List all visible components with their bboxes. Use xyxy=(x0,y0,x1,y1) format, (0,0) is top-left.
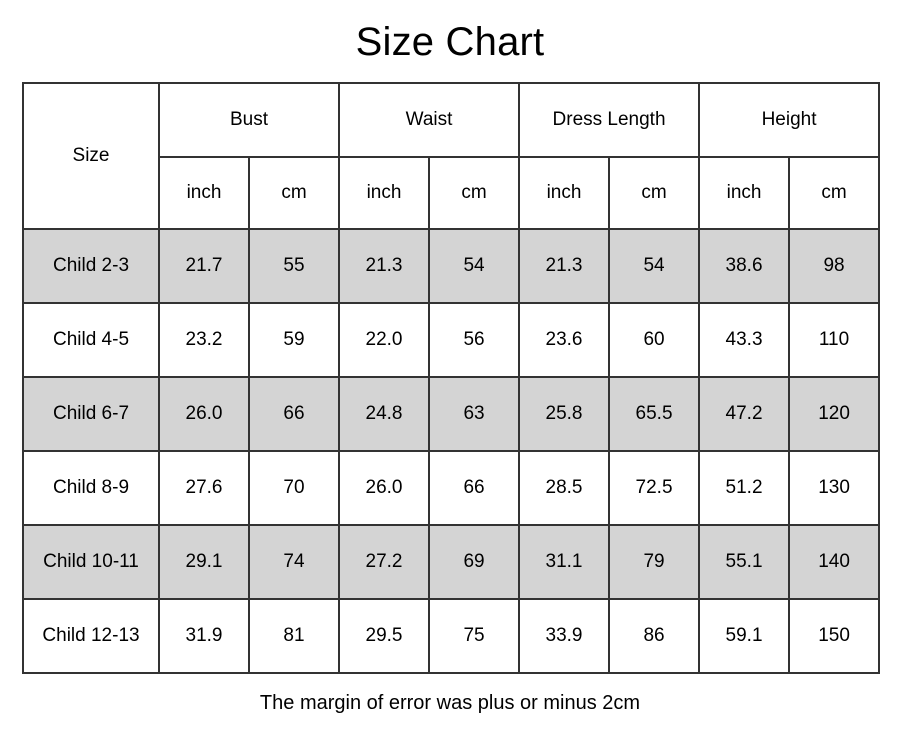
cell-dress-length-inch: 21.3 xyxy=(519,229,609,303)
column-header-height: Height xyxy=(699,83,879,157)
column-header-bust: Bust xyxy=(159,83,339,157)
table-row xyxy=(23,525,879,599)
cell-dress-length-inch: 25.8 xyxy=(519,377,609,451)
cell-height-cm: 98 xyxy=(789,229,879,303)
page-title: Size Chart xyxy=(355,20,545,64)
unit-header-dress-length-inch: inch xyxy=(519,157,609,229)
row-label: Child 2-3 xyxy=(23,229,159,303)
row-label: Child 10-11 xyxy=(23,525,159,599)
cell-waist-cm: 69 xyxy=(429,525,519,599)
table-header-row-groups xyxy=(23,83,879,157)
cell-bust-inch: 23.2 xyxy=(159,303,249,377)
cell-waist-inch: 26.0 xyxy=(339,451,429,525)
cell-height-cm: 150 xyxy=(789,599,879,673)
cell-bust-cm: 55 xyxy=(249,229,339,303)
cell-height-inch: 47.2 xyxy=(699,377,789,451)
table-row xyxy=(23,377,879,451)
cell-waist-inch: 27.2 xyxy=(339,525,429,599)
cell-waist-inch: 29.5 xyxy=(339,599,429,673)
cell-dress-length-cm: 65.5 xyxy=(609,377,699,451)
cell-height-inch: 38.6 xyxy=(699,229,789,303)
unit-header-bust-inch: inch xyxy=(159,157,249,229)
column-header-dress-length: Dress Length xyxy=(519,83,699,157)
row-label: Child 8-9 xyxy=(23,451,159,525)
cell-waist-inch: 22.0 xyxy=(339,303,429,377)
column-header-waist: Waist xyxy=(339,83,519,157)
cell-waist-cm: 54 xyxy=(429,229,519,303)
cell-height-inch: 43.3 xyxy=(699,303,789,377)
row-label: Child 4-5 xyxy=(23,303,159,377)
cell-height-inch: 51.2 xyxy=(699,451,789,525)
cell-bust-cm: 66 xyxy=(249,377,339,451)
unit-header-height-cm: cm xyxy=(789,157,879,229)
table-row xyxy=(23,599,879,673)
cell-bust-cm: 70 xyxy=(249,451,339,525)
cell-dress-length-cm: 60 xyxy=(609,303,699,377)
row-label: Child 12-13 xyxy=(23,599,159,673)
cell-bust-inch: 31.9 xyxy=(159,599,249,673)
cell-waist-cm: 56 xyxy=(429,303,519,377)
cell-dress-length-cm: 86 xyxy=(609,599,699,673)
cell-waist-cm: 75 xyxy=(429,599,519,673)
cell-height-inch: 59.1 xyxy=(699,599,789,673)
cell-dress-length-inch: 28.5 xyxy=(519,451,609,525)
cell-height-cm: 140 xyxy=(789,525,879,599)
table-row xyxy=(23,229,879,303)
cell-waist-cm: 63 xyxy=(429,377,519,451)
cell-bust-inch: 26.0 xyxy=(159,377,249,451)
row-label: Child 6-7 xyxy=(23,377,159,451)
cell-bust-inch: 29.1 xyxy=(159,525,249,599)
table-header xyxy=(23,83,879,229)
unit-header-dress-length-cm: cm xyxy=(609,157,699,229)
cell-waist-cm: 66 xyxy=(429,451,519,525)
footnote: The margin of error was plus or minus 2cm xyxy=(259,692,641,714)
cell-height-cm: 110 xyxy=(789,303,879,377)
cell-bust-inch: 21.7 xyxy=(159,229,249,303)
cell-bust-cm: 59 xyxy=(249,303,339,377)
column-header-size: Size xyxy=(23,83,159,229)
cell-dress-length-cm: 54 xyxy=(609,229,699,303)
cell-height-cm: 120 xyxy=(789,377,879,451)
table-row xyxy=(23,451,879,525)
unit-header-waist-inch: inch xyxy=(339,157,429,229)
unit-header-waist-cm: cm xyxy=(429,157,519,229)
cell-dress-length-cm: 72.5 xyxy=(609,451,699,525)
cell-dress-length-inch: 33.9 xyxy=(519,599,609,673)
size-chart-table xyxy=(22,82,880,674)
cell-bust-cm: 74 xyxy=(249,525,339,599)
cell-dress-length-inch: 23.6 xyxy=(519,303,609,377)
cell-dress-length-inch: 31.1 xyxy=(519,525,609,599)
cell-bust-cm: 81 xyxy=(249,599,339,673)
cell-bust-inch: 27.6 xyxy=(159,451,249,525)
table-body xyxy=(23,229,879,673)
table-row xyxy=(23,303,879,377)
cell-waist-inch: 21.3 xyxy=(339,229,429,303)
size-chart-table-wrapper xyxy=(22,82,878,674)
cell-height-inch: 55.1 xyxy=(699,525,789,599)
unit-header-height-inch: inch xyxy=(699,157,789,229)
cell-dress-length-cm: 79 xyxy=(609,525,699,599)
cell-height-cm: 130 xyxy=(789,451,879,525)
unit-header-bust-cm: cm xyxy=(249,157,339,229)
cell-waist-inch: 24.8 xyxy=(339,377,429,451)
